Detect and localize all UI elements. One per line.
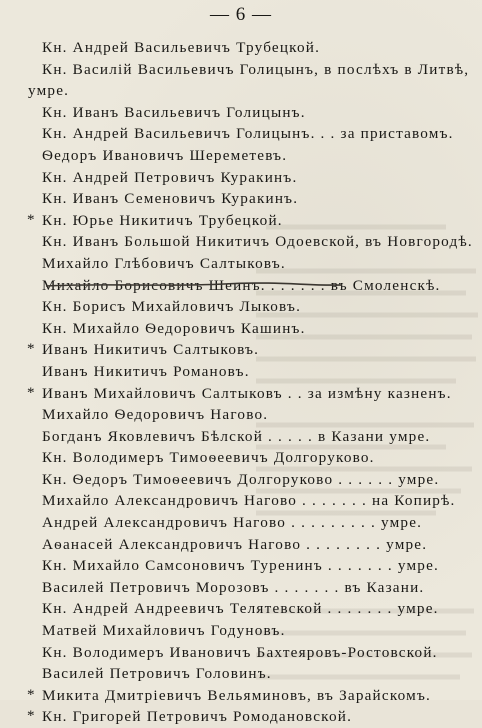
list-item	[0, 37, 482, 59]
list-item	[0, 383, 482, 405]
name-entry-text: Кн. Иванъ Семеновичъ Куракинъ.	[42, 190, 299, 208]
name-entry-text: Кн. Андрей Васильевичъ Голицынъ. . . за приставомъ.	[42, 125, 454, 143]
page-number: — 6 —	[210, 4, 272, 25]
name-entry-text: Аѳанасей Александровичъ Нагово . . . . . . . . умре.	[42, 535, 428, 553]
asterisk-mark: *	[27, 384, 35, 401]
name-entry-text: Кн. Ѳедоръ Тимоѳеевичъ Долгоруково . . . . . . умре.	[42, 470, 440, 488]
asterisk-mark: *	[27, 211, 35, 228]
name-entry-text: Кн. Борисъ Михайловичъ Лыковъ.	[42, 298, 302, 316]
name-entry-text: Иванъ Никитичъ Романовъ.	[42, 362, 250, 380]
asterisk-mark: *	[27, 708, 35, 725]
name-entry-text: Кн. Андрей Андреевичъ Телятевской . . . . . . . умре.	[42, 600, 439, 618]
list-item	[0, 361, 482, 383]
name-entry-text: Кн. Михайло Самсоновичъ Туренинъ . . . . . . . умре.	[42, 557, 440, 575]
list-item	[0, 188, 482, 210]
list-item	[0, 59, 482, 81]
name-entry-text: Кн. Володимеръ Ивановичъ Бахтеяровъ-Ростовской.	[42, 643, 438, 661]
list-item	[0, 404, 482, 426]
name-entry-text: Ѳедоръ Ивановичъ Шереметевъ.	[42, 146, 288, 164]
list-item	[0, 231, 482, 253]
name-entry-text: Кн. Андрей Васильевичъ Трубецкой.	[42, 39, 321, 56]
name-entry-text: Иванъ Никитичъ Салтыковъ.	[42, 341, 260, 359]
name-entry-text: Матвей Михайловичъ Годуновъ.	[42, 622, 286, 640]
pencil-underline-mark	[44, 282, 344, 288]
list-item	[0, 80, 482, 102]
name-entry-text: умре.	[28, 82, 70, 100]
name-entry-text: Кн. Володимеръ Тимоѳеевичъ Долгоруково.	[42, 449, 375, 467]
list-item	[0, 663, 482, 685]
list-item	[0, 512, 482, 534]
list-item	[0, 339, 482, 361]
list-item	[0, 210, 482, 232]
list-item	[0, 102, 482, 124]
list-item	[0, 598, 482, 620]
name-entry-text: Михайло Глѣбовичъ Салтыковъ.	[42, 254, 286, 272]
asterisk-mark: *	[27, 686, 35, 703]
name-entry-text: Василей Петровичъ Головинъ.	[42, 665, 272, 683]
name-entry-text: Михайло Александровичъ Нагово . . . . . . . на Копирѣ.	[42, 492, 456, 510]
list-item	[0, 145, 482, 167]
name-entry-text: Кн. Григорей Петровичъ Ромодановской.	[42, 708, 353, 726]
name-entry-text: Андрей Александровичъ Нагово . . . . . . . . . умре.	[42, 514, 423, 532]
list-item	[0, 469, 482, 491]
name-entry-text: Богданъ Яковлевичъ Бѣлской . . . . . в Казани умре.	[42, 427, 431, 445]
list-item	[0, 253, 482, 275]
list-item	[0, 577, 482, 599]
name-entry-text: Иванъ Михайловичъ Салтыковъ . . за измѣну казненъ.	[42, 384, 452, 402]
list-item	[0, 447, 482, 469]
name-entry-text: Микита Дмитріевичъ Вельяминовъ, въ Зарайскомъ.	[42, 686, 431, 704]
list-item	[0, 642, 482, 664]
name-entry-text: Кн. Андрей Петровичъ Куракинъ.	[42, 168, 298, 186]
name-entry-text: Василей Петровичъ Морозовъ . . . . . . . въ Казани.	[42, 578, 425, 596]
list-item	[0, 620, 482, 642]
name-entry-text: Кн. Иванъ Васильевичъ Голицынъ.	[42, 103, 306, 121]
list-item	[0, 534, 482, 556]
list-item	[0, 123, 482, 145]
name-entry-text: Кн. Василій Васильевичъ Голицынъ, в послѣхъ в Литвѣ,	[42, 60, 470, 78]
list-item	[0, 318, 482, 340]
name-entry-text: Кн. Иванъ Большой Никитичъ Одоевской, въ Новгородѣ.	[42, 233, 473, 251]
asterisk-mark: *	[27, 341, 35, 358]
list-item	[0, 706, 482, 728]
list-item	[0, 167, 482, 189]
list-item	[0, 296, 482, 318]
name-entry-text: Кн. Михайло Ѳедоровичъ Кашинъ.	[42, 319, 306, 337]
names-list	[0, 37, 482, 728]
list-item	[0, 426, 482, 448]
list-item	[0, 685, 482, 707]
list-item	[0, 490, 482, 512]
list-item	[0, 555, 482, 577]
name-entry-text: Михайло Борисовичъ Шеинъ. . . . . . . въ Смоленскѣ.	[42, 276, 441, 294]
name-entry-text: Михайло Ѳедоровичъ Нагово.	[42, 406, 269, 424]
name-entry-text: Кн. Юрье Никитичъ Трубецкой.	[42, 211, 283, 229]
